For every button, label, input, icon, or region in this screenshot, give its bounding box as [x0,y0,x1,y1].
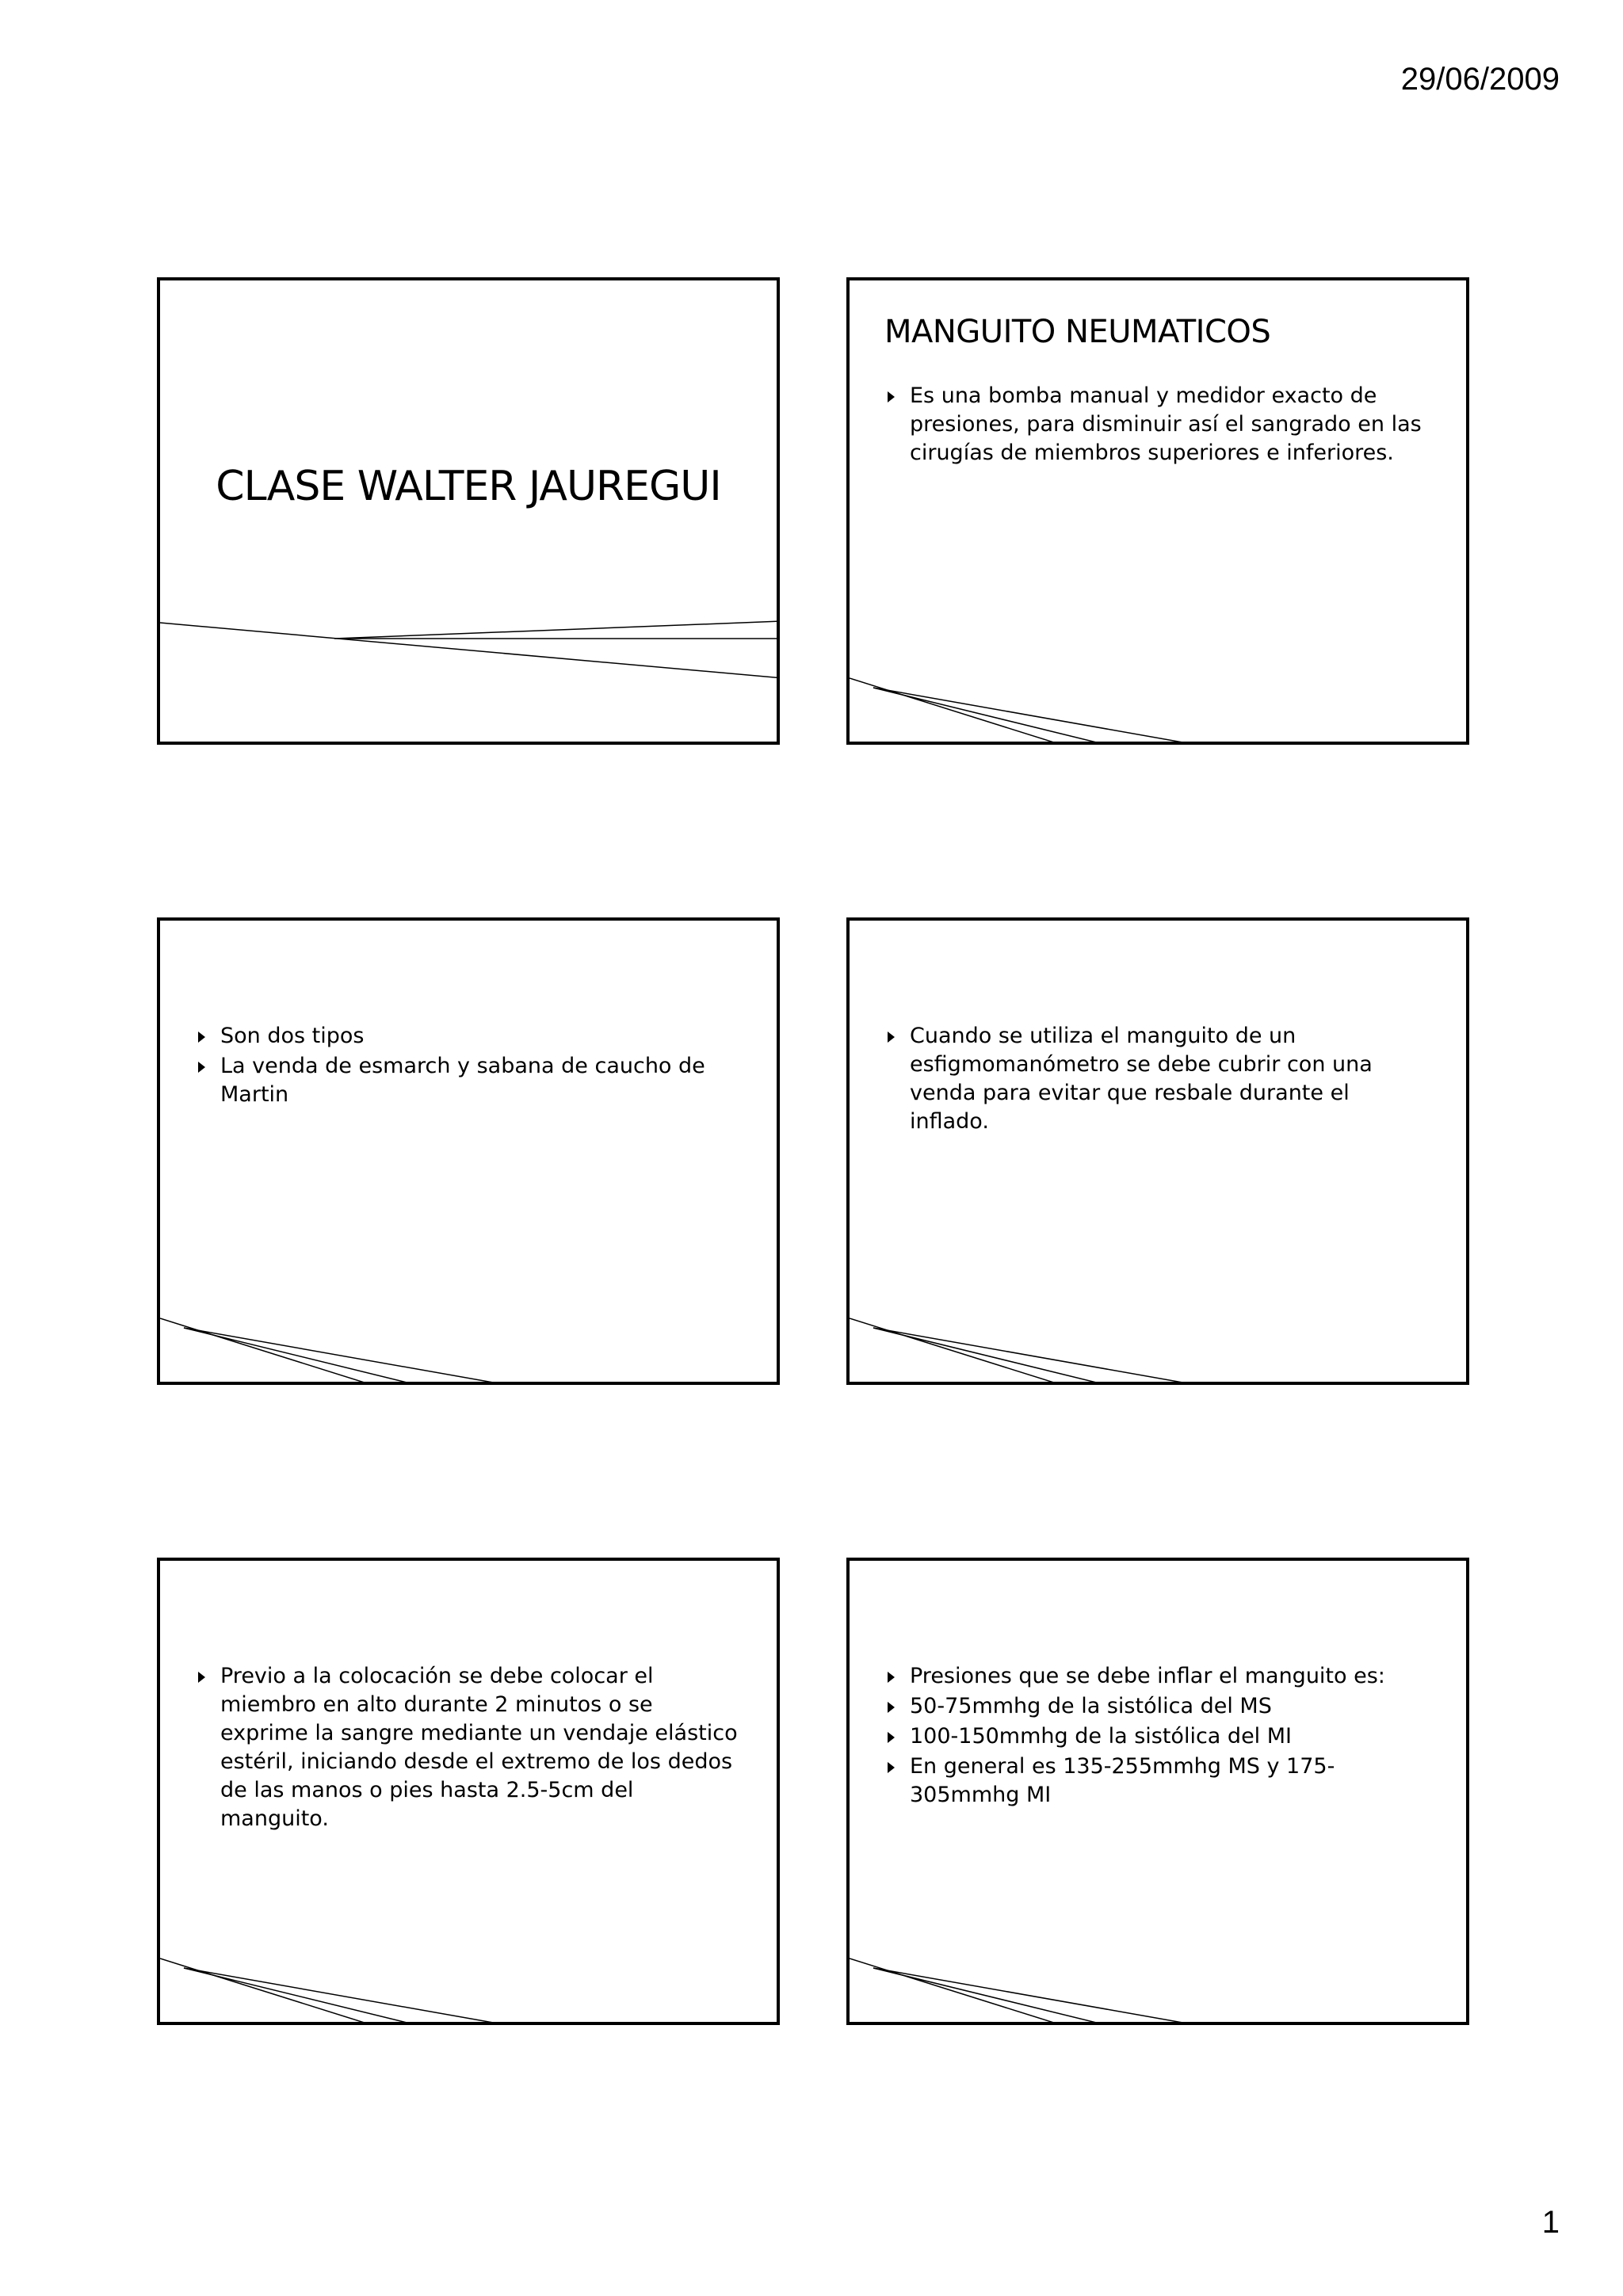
list-item [886,382,1434,467]
bullet-arrow-icon [198,1672,205,1683]
slide-5 [157,1558,780,2025]
slide-3 [157,917,780,1385]
bullet-list [886,382,1434,469]
bullet-arrow-icon [888,1732,895,1743]
bullet-arrow-icon [198,1062,205,1073]
slide-decoration-lines [160,280,780,745]
bullet-list [197,1662,745,1835]
bullet-arrow-icon [888,1762,895,1773]
bullet-text: Cuando se utiliza el manguito de un esfigmomanómetro se debe cubrir con una venda para evitar que resbale durante el inflado. [910,1024,1373,1134]
list-item [197,1662,745,1833]
slide-title: CLASE WALTER JAUREGUI [216,463,721,510]
bullet-text: La venda de esmarch y sabana de caucho de Martin [220,1054,705,1107]
list-item [197,1022,745,1051]
bullet-list [197,1022,745,1111]
bullet-list [886,1662,1434,1811]
slide-decoration-lines [850,921,1469,1385]
list-item [886,1692,1434,1721]
slide-6 [846,1558,1469,2025]
slide-decoration-lines [160,921,780,1385]
slide-1 [157,277,780,745]
bullet-arrow-icon [888,1032,895,1043]
page-date: 29/06/2009 [1400,62,1560,97]
bullet-arrow-icon [888,1702,895,1713]
bullet-text: En general es 135-255mmhg MS y 175-305mmhg MI [910,1754,1335,1807]
bullet-text: Previo a la colocación se debe colocar el miembro en alto durante 2 minutos o se exprime la sangre mediante un vendaje elástico estéril, iniciando desde el extremo de los dedos de las manos o pies hasta 2.5-5cm del manguito. [220,1664,738,1831]
bullet-text: Son dos tipos [220,1024,365,1048]
list-item [886,1662,1434,1691]
list-item [886,1753,1434,1810]
list-item [886,1722,1434,1751]
bullet-list [886,1022,1434,1138]
bullet-text: Es una bomba manual y medidor exacto de presiones, para disminuir así el sangrado en las cirugías de miembros superiores e inferiores. [910,383,1422,465]
slide-2 [846,277,1469,745]
bullet-arrow-icon [888,1672,895,1683]
bullet-text: 100-150mmhg de la sistólica del MI [910,1724,1293,1749]
bullet-text: 50-75mmhg de la sistólica del MS [910,1694,1272,1718]
bullet-arrow-icon [888,391,895,402]
list-item [886,1022,1434,1136]
bullet-arrow-icon [198,1032,205,1043]
bullet-text: Presiones que se debe inflar el manguito es: [910,1664,1385,1688]
slide-title: MANGUITO NEUMATICOS [884,314,1271,350]
page-number: 1 [1541,2205,1560,2240]
slide-4 [846,917,1469,1385]
list-item [197,1052,745,1109]
